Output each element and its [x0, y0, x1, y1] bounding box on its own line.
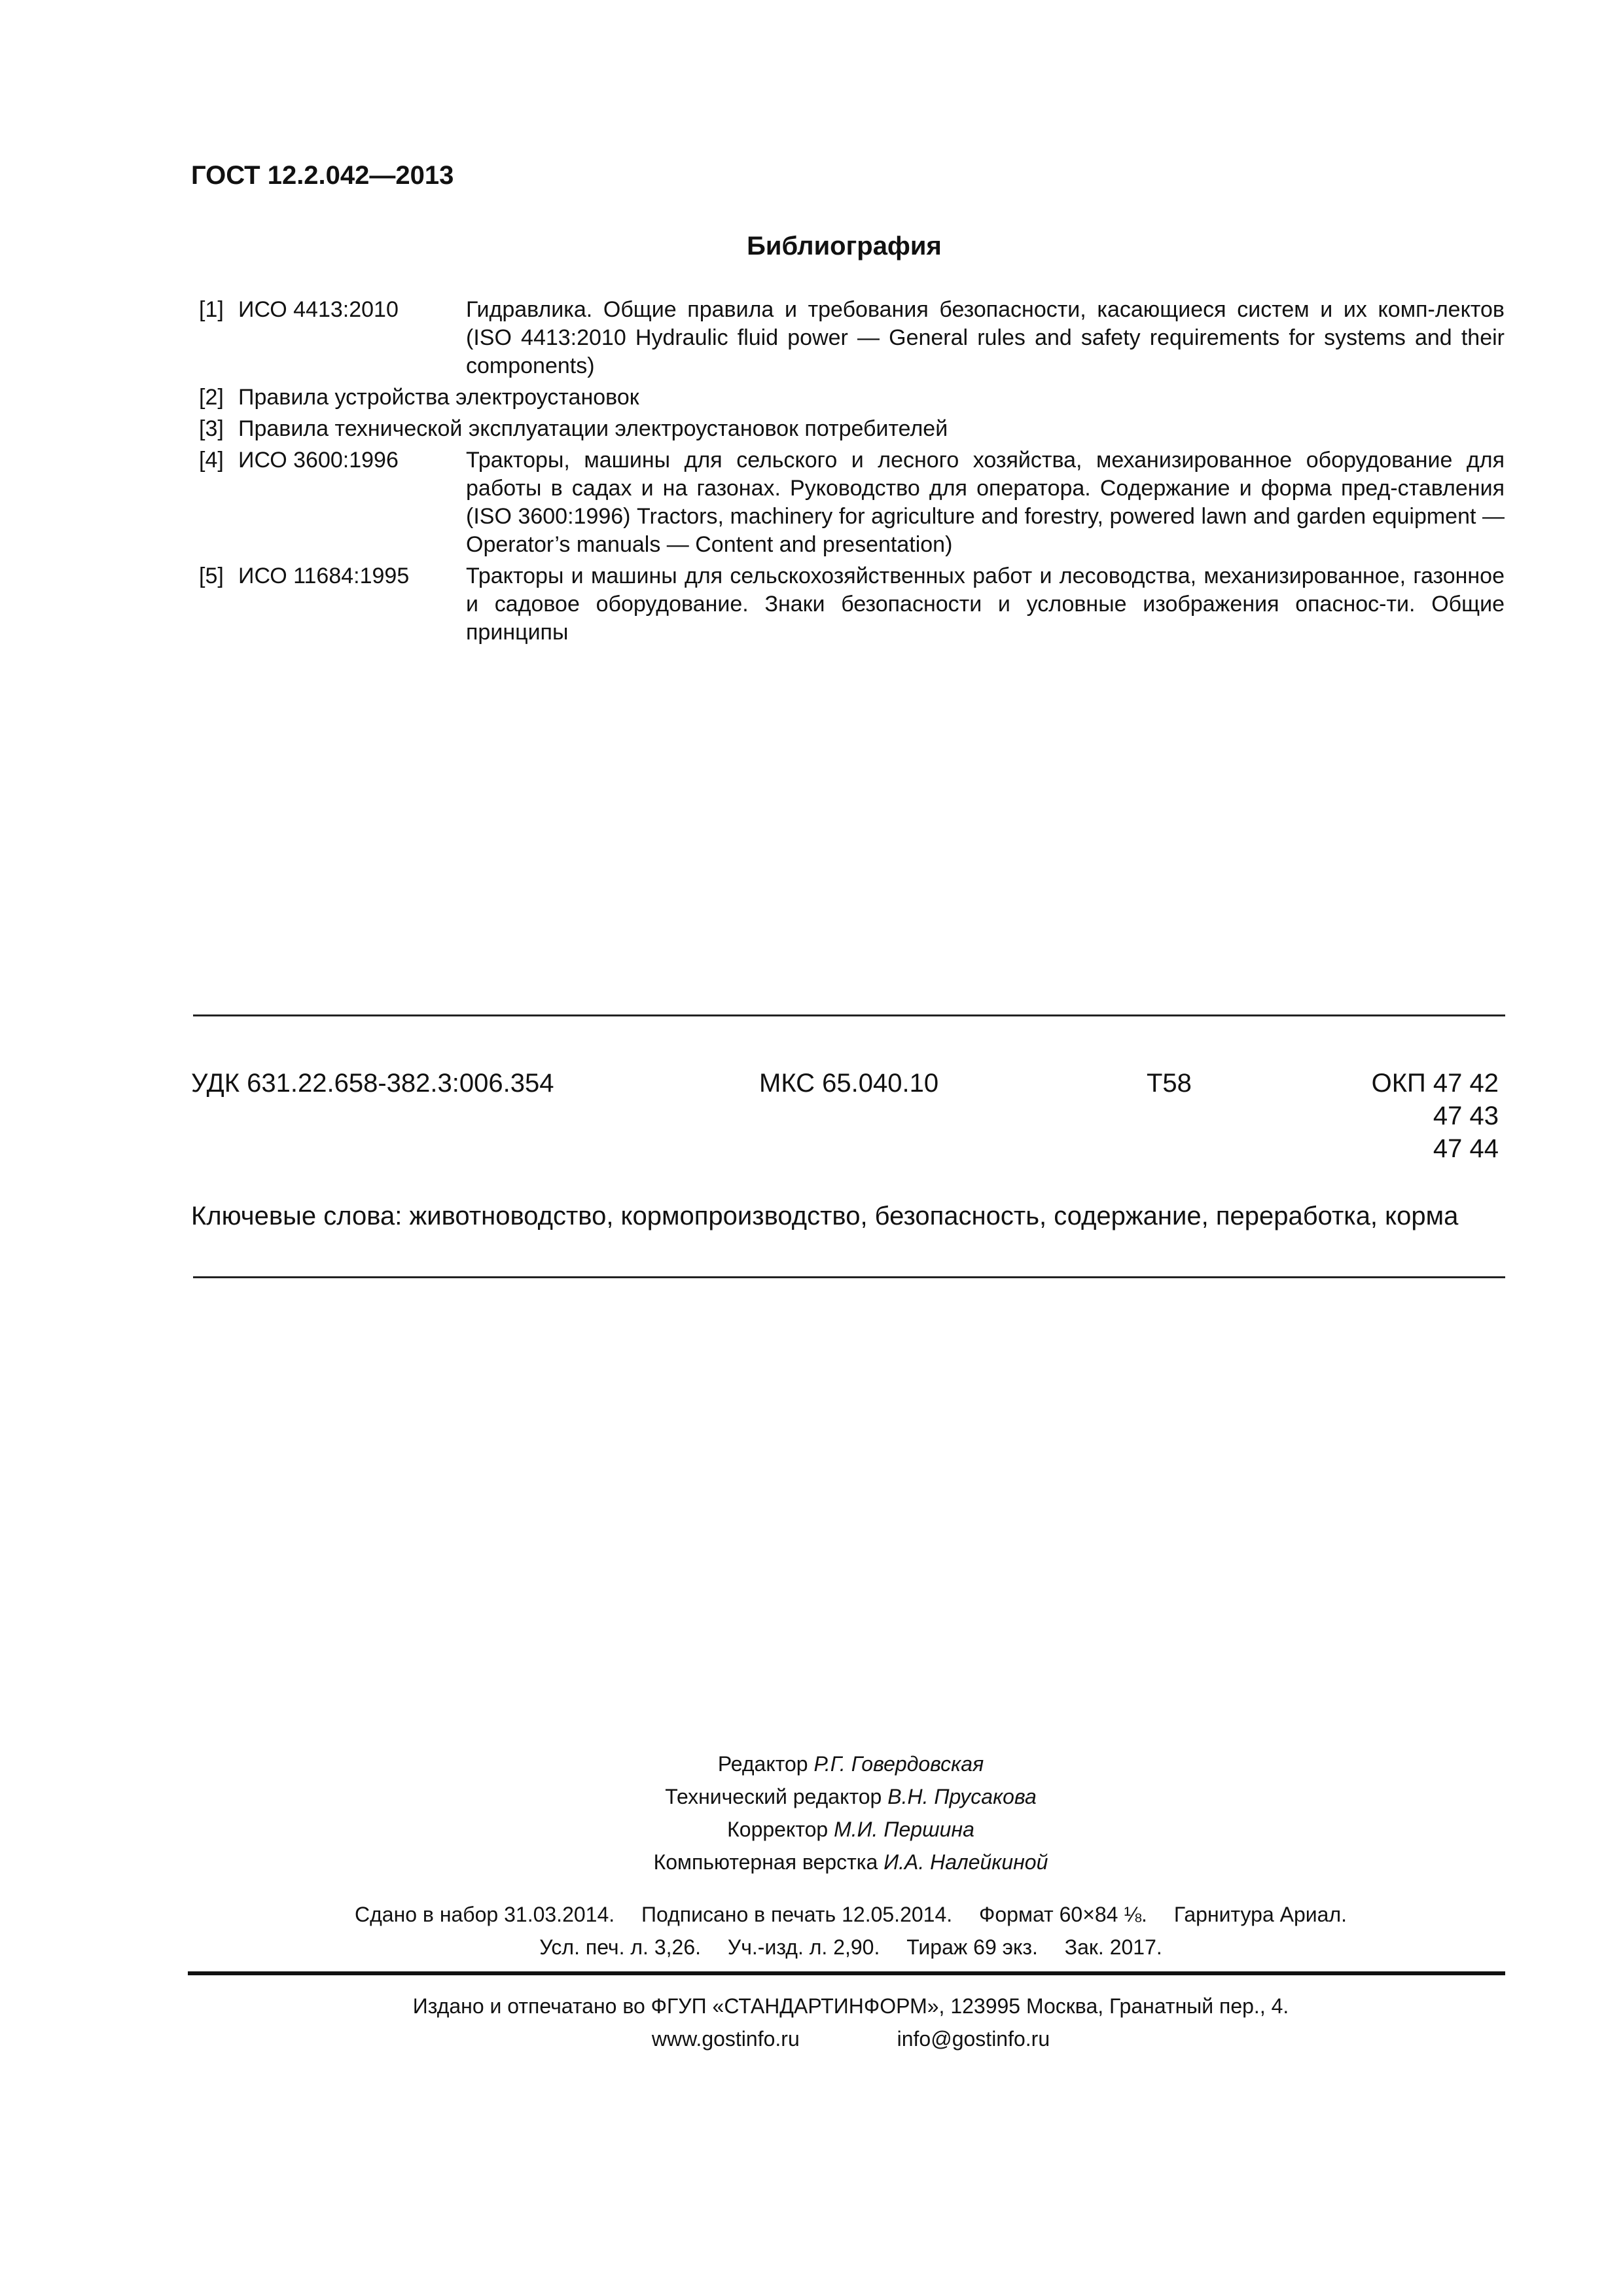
- print-field: Усл. печ. л. 3,26.: [539, 1935, 701, 1959]
- bib-number: [4]: [199, 448, 224, 473]
- print-line: [0, 1931, 1623, 1964]
- keywords: Ключевые слова: животноводство, кормопроизводство, безопасность, содержание, переработка, корма: [191, 1202, 1459, 1230]
- okp-code: 47 43: [1433, 1102, 1499, 1130]
- okp-code: 47 44: [1433, 1134, 1499, 1163]
- staff-name: В.Н. Прусакова: [887, 1785, 1037, 1808]
- staff-role: Технический редактор: [665, 1785, 882, 1808]
- staff-line: [0, 1780, 1623, 1813]
- staff-name: М.И. Першина: [834, 1818, 974, 1841]
- staff-list: [0, 1748, 1623, 1878]
- publisher-info: [0, 1990, 1623, 2055]
- print-field: Уч.-изд. л. 2,90.: [727, 1935, 880, 1959]
- publisher-text: Издано и отпечатано во ФГУП «СТАНДАРТИНФОРМ», 123995 Москва, Гранатный пер., 4.: [412, 1994, 1289, 2018]
- bibliography-item: [199, 296, 1505, 380]
- bib-text: Тракторы, машины для сельского и лесного хозяйства, механизированное оборудование для работы в садах и на газонах. Руководство для оператора. Содержание и форма пред-ставления (ISO 3600:1996) Tractors, machinery for agriculture and forestry, powered lawn and garden equipment — Operator’s manuals — Content and presentation): [466, 448, 1505, 557]
- bib-standard: ИСО 11684:1995: [238, 564, 410, 588]
- bib-text: Правила технической эксплуатации электроустановок потребителей: [238, 416, 948, 441]
- staff-role: Корректор: [727, 1818, 829, 1841]
- print-field: Зак. 2017.: [1064, 1935, 1162, 1959]
- email-link[interactable]: info@gostinfo.ru: [897, 2027, 1050, 2051]
- mks-code: МКС 65.040.10: [759, 1069, 939, 1098]
- udk-code: УДК 631.22.658-382.3:006.354: [191, 1069, 554, 1098]
- staff-role: Компьютерная верстка: [653, 1850, 878, 1874]
- bib-number: [2]: [199, 385, 224, 410]
- website-link[interactable]: www.gostinfo.ru: [651, 2027, 800, 2051]
- publisher-links: [0, 2022, 1623, 2055]
- divider-top: [193, 1014, 1505, 1016]
- print-field: Тираж 69 экз.: [906, 1935, 1038, 1959]
- t-code: Т58: [1147, 1069, 1192, 1098]
- okp-code: ОКП 47 42: [1371, 1069, 1499, 1098]
- bibliography-list: [199, 296, 1505, 650]
- staff-name: Р.Г. Говердовская: [813, 1752, 984, 1776]
- bib-number: [5]: [199, 564, 224, 588]
- print-field: Формат 60×84 ⅛.: [979, 1903, 1147, 1926]
- bibliography-item: [199, 384, 1505, 412]
- divider-middle: [193, 1276, 1505, 1278]
- bib-text: Гидравлика. Общие правила и требования безопасности, касающиеся систем и их комп-лектов (ISO 4413:2010 Hydraulic fluid power — General rules and safety requirements for systems and their components): [466, 297, 1505, 378]
- bibliography-title: Библиография: [747, 232, 942, 260]
- staff-role: Редактор: [717, 1752, 808, 1776]
- bib-standard: ИСО 4413:2010: [238, 297, 399, 322]
- print-line: [0, 1898, 1623, 1931]
- bib-number: [1]: [199, 297, 224, 322]
- bib-standard: ИСО 3600:1996: [238, 448, 399, 473]
- print-field: Гарнитура Ариал.: [1173, 1903, 1347, 1926]
- bibliography-item: [199, 415, 1505, 443]
- bibliography-item: [199, 446, 1505, 559]
- divider-bottom: [188, 1971, 1505, 1975]
- document-code: ГОСТ 12.2.042—2013: [191, 161, 454, 190]
- bib-text: Тракторы и машины для сельскохозяйственных работ и лесоводства, механизированное, газонное и садовое оборудование. Знаки безопасности и условные изображения опаснос-ти. Общие принципы: [466, 564, 1505, 645]
- print-field: Подписано в печать 12.05.2014.: [641, 1903, 953, 1926]
- bib-text: Правила устройства электроустановок: [238, 385, 639, 410]
- staff-name: И.А. Налейкиной: [883, 1850, 1048, 1874]
- print-info: [0, 1898, 1623, 1964]
- staff-line: [0, 1748, 1623, 1780]
- staff-line: [0, 1813, 1623, 1846]
- staff-line: [0, 1846, 1623, 1878]
- okp-codes: [1372, 1067, 1499, 1165]
- bib-number: [3]: [199, 416, 224, 441]
- bibliography-item: [199, 562, 1505, 647]
- print-field: Сдано в набор 31.03.2014.: [354, 1903, 615, 1926]
